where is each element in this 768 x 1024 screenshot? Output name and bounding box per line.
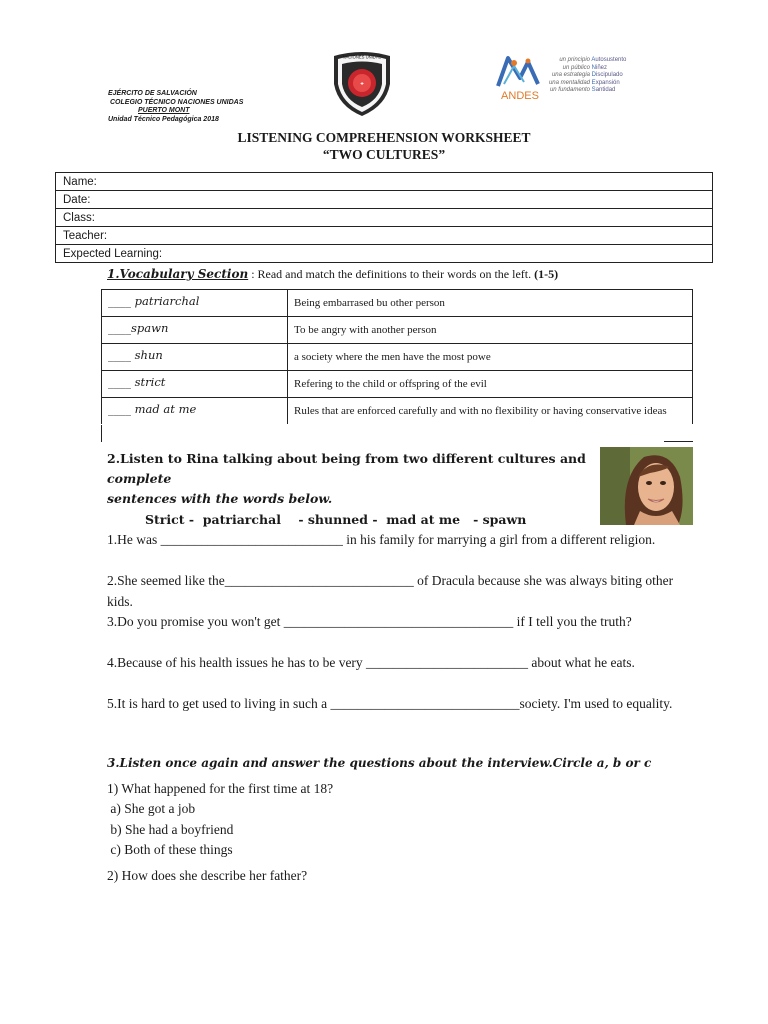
section2-heading-text: 2.Listen to Rina talking about being from two different cultures and — [107, 451, 586, 466]
vocab-word: ____ strict — [102, 371, 288, 398]
table-edge-line — [101, 425, 102, 442]
andes-value-row: un fundamento Santidad — [549, 87, 616, 93]
word-bank: Strict - patriarchal - shunned - mad at me - spawn — [145, 512, 527, 527]
andes-label: ANDES — [501, 90, 539, 102]
table-row — [102, 371, 693, 398]
section1-heading-line — [107, 265, 558, 283]
andes-value-row: una mentalidad Expansión — [548, 79, 620, 86]
andes-values-list — [548, 57, 626, 95]
section1-range: (1-5) — [534, 267, 559, 281]
andes-value-row: una estrategia Discipulado — [551, 72, 623, 78]
school-line-4: Unidad Técnico Pedagógica 2018 — [108, 115, 219, 123]
vocab-definition: Refering to the child or offspring of the evil — [288, 371, 693, 398]
vocab-word: ____ mad at me — [102, 398, 288, 425]
vocab-definition: Rules that are enforced carefully and with no flexibility or having conservative ideas — [288, 398, 693, 425]
student-info-table — [55, 172, 713, 263]
name-field[interactable]: Name: — [56, 173, 713, 191]
school-line-1: EJÉRCITO DE SALVACIÓN — [108, 90, 197, 97]
vocabulary-table — [101, 289, 693, 424]
vocab-definition: Being embarrased bu other person — [288, 290, 693, 317]
andes-value-row: un público Niñez — [562, 64, 608, 71]
section1-instruction: : Read and match the definitions to their words on the left. — [248, 267, 535, 281]
section3-heading: 3.Listen once again and answer the questions about the interview.Circle a, b or c — [107, 756, 652, 770]
school-line-2: COLEGIO TÉCNICO NACIONES UNIDAS — [110, 98, 244, 106]
table-row — [102, 317, 693, 344]
sentence-4: 4.Because of his health issues he has to be very ________________________ about what he eats. — [107, 655, 635, 670]
section1-heading: 1.Vocabulary Section — [107, 267, 249, 281]
andes-value-row: un principio Autosustento — [559, 57, 627, 63]
sentence-2: 2.She seemed like the____________________________ of Dracula because she was always biting other kids. — [107, 573, 674, 609]
table-row — [102, 290, 693, 317]
vocab-definition: To be angry with another person — [288, 317, 693, 344]
question-1-option-a[interactable]: a) She got a job — [107, 801, 196, 816]
question-1-option-c[interactable]: c) Both of these things — [107, 842, 233, 857]
question-2: 2) How does she describe her father? — [107, 868, 308, 883]
section2-heading — [107, 449, 607, 509]
class-field[interactable]: Class: — [56, 209, 713, 227]
table-row — [102, 344, 693, 371]
worksheet-subtitle: “TWO CULTURES” — [322, 147, 446, 162]
sentence-3: 3.Do you promise you won't get __________________________________ if I tell you the truth? — [107, 614, 632, 629]
school-line-3: PUERTO MONT — [138, 107, 190, 114]
table-row — [102, 398, 693, 425]
sentence-1: 1.He was ___________________________ in his family for marrying a girl from a different religion. — [107, 532, 656, 547]
school-crest-logo — [330, 50, 394, 118]
expected-learning-field[interactable]: Expected Learning: — [56, 245, 713, 263]
school-header — [108, 90, 243, 124]
svg-text:✚: ✚ — [360, 81, 364, 86]
teacher-field[interactable]: Teacher: — [56, 227, 713, 245]
date-field[interactable]: Date: — [56, 191, 713, 209]
section2-heading-continued: sentences with the words below. — [107, 491, 333, 506]
table-edge-line — [664, 441, 693, 442]
vocab-word: ____ patriarchal — [102, 290, 288, 317]
vocab-word: ____ shun — [102, 344, 288, 371]
worksheet-title: LISTENING COMPREHENSION WORKSHEET — [237, 130, 531, 145]
question-1-option-b[interactable]: b) She had a boyfriend — [107, 822, 234, 837]
sentence-5: 5.It is hard to get used to living in such a ____________________________society. I'm used to equality. — [107, 696, 673, 711]
crest-text: NACIONES UNIDAS — [342, 54, 382, 60]
vocab-word: ____spawn — [102, 317, 288, 344]
andes-logo — [494, 52, 550, 102]
question-1: 1) What happened for the first time at 18? — [107, 781, 334, 796]
speaker-photo — [600, 447, 693, 525]
section2-heading-emphasis: complete — [107, 471, 172, 486]
vocab-definition: a society where the men have the most powe — [288, 344, 693, 371]
